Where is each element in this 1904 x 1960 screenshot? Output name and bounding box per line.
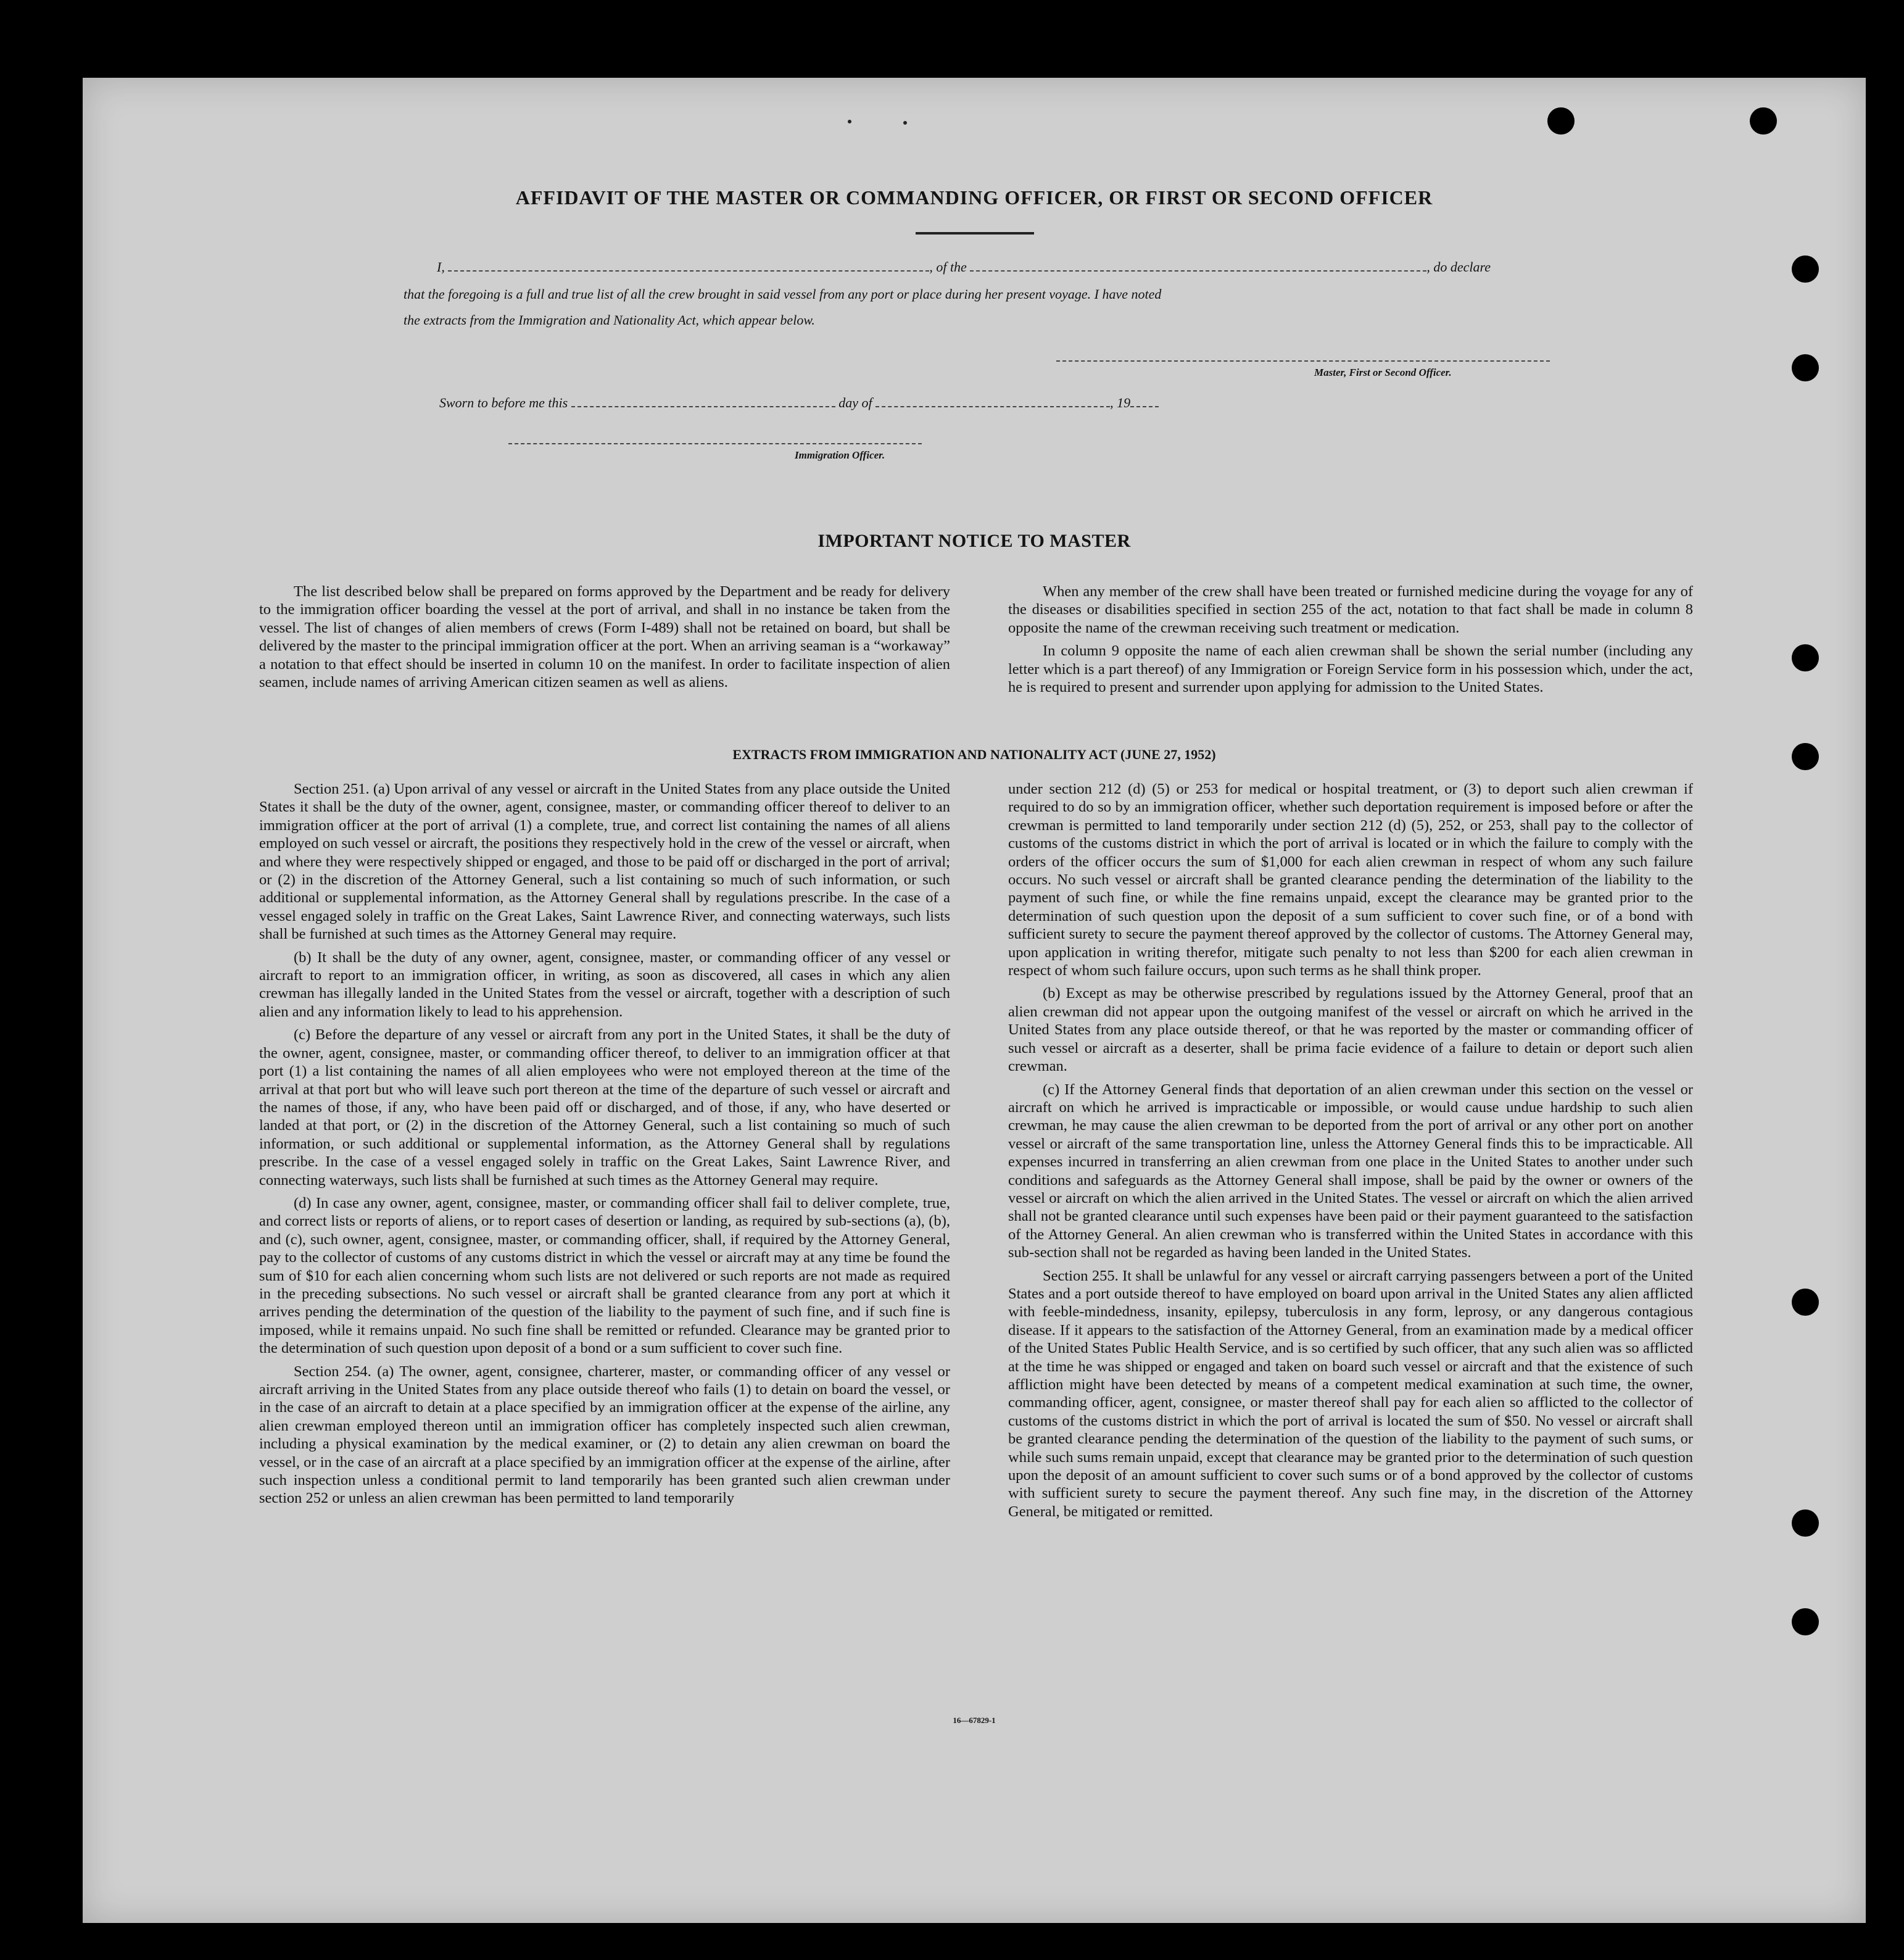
punch-hole-icon bbox=[1547, 107, 1575, 135]
extracts-left-column bbox=[259, 780, 950, 1513]
punch-hole-icon bbox=[1792, 1289, 1819, 1316]
notice-title: IMPORTANT NOTICE TO MASTER bbox=[817, 531, 1131, 551]
section-251a: Section 251. (a) Upon arrival of any vessel or aircraft in the United States from any place outside the United States it shall be the duty of the owner, agent, consignee, master, or commanding officer thereof to deliver to an immigration officer at the port of arrival (1) a complete, true, and correct list containing the names of all aliens employed on such vessel or aircraft, the positions they respectively hold in the crew of the vessel or aircraft, when and where they were respectively shipped or engaged, and those to be paid off or discharged in the port of arrival; or (2) in the discretion of the Attorney General, such a list containing so much of such information, or such additional or supplemental information, as the Attorney General shall by regulations prescribe. In the case of a vessel engaged solely in traffic on the Great Lakes, Saint Lawrence River, and connecting waterways, such lists shall be furnished at such times as the Attorney General may require. bbox=[259, 781, 950, 943]
speck bbox=[848, 120, 851, 123]
notice-right-paragraph-1: When any member of the crew shall have been treated or furnished medicine during the voyage for any of the diseases or disabilities specified in section 255 of the act, notation to that fact shall be made in column 8 opposite the name of the crewman receiving such treatment or medication. bbox=[1008, 583, 1693, 636]
section-251c: (c) Before the departure of any vessel or aircraft from any port in the United States, it shall be the duty of the owner, agent, consignee, master, or commanding officer thereof, to deliver to an immigration officer at that port (1) a list containing the names of all alien employees who were not employed thereon at the time of the arrival at that port but who will leave such port thereon at the time of the departure of such vessel or aircraft and the names of those, if any, who have been paid off or discharged, and of those, if any, who have deserted or landed at that port, or (2) in the discretion of the Attorney General, such a list containing so much of such information, or such additional or supplemental information, as the Attorney General shall by regulations prescribe. In the case of a vessel engaged solely in traffic on the Great Lakes, Saint Lawrence River, and connecting waterways, such lists shall be furnished at such times as the Attorney General may require. bbox=[259, 1026, 950, 1189]
section-254b: (b) Except as may be otherwise prescribed by regulations issued by the Attorney General, proof that an alien crewman did not appear upon the outgoing manifest of the vessel or aircraft on which he arrived in the United States from any place outside thereof, or that he was reported by the master or commanding officer of such vessel or aircraft as a deserter, shall be prima facie evidence of a failure to detain or deport such alien crewman. bbox=[1008, 985, 1693, 1075]
notice-left-column bbox=[259, 583, 950, 696]
notice-right-column bbox=[1008, 583, 1693, 701]
declaration-line-3: the extracts from the Immigration and Nationality Act, which appear below. bbox=[404, 312, 815, 328]
i-label: I, bbox=[437, 259, 445, 275]
sworn-line bbox=[439, 395, 1159, 411]
declaration-line-2: that the foregoing is a full and true list of all the crew brought in said vessel from any port or place during her present voyage. I have noted bbox=[404, 286, 1162, 302]
immigration-officer-signature-field[interactable] bbox=[508, 443, 922, 444]
day-of-label: day of bbox=[838, 395, 872, 410]
speck bbox=[903, 121, 907, 125]
section-255: Section 255. It shall be unlawful for any vessel or aircraft carrying passengers between a port of the United States and a port outside thereof to have employed on board upon arrival in the United States any alien afflicted with feeble-mindedness, insanity, epilepsy, tuberculosis in any form, leprosy, or any dangerous contagious disease. If it appears to the satisfaction of the Attorney General, from an examination made by a medical officer of the United States Public Health Service, and is so certified by such officer, that any such alien was so afflicted at the time he was shipped or engaged and taken on board such vessel or aircraft and that the existence of such affliction might have been detected by means of a competent medical examination at such time, the owner, commanding officer, agent, consignee, or master thereof shall pay for each alien so afflicted to the collector of customs of the customs district in which the port of arrival is located the sum of $50. No vessel or aircraft shall be granted clearance pending the determination of the question of the liability to the payment of such sums, or while such sums remain unpaid, except that clearance may be granted prior to the determination of such question upon the deposit of an amount sufficient to cover such sums or of a bond approved by the collector of customs with sufficient surety to secure the payment thereof. Any such fine may, in the discretion of the Attorney General, be mitigated or remitted. bbox=[1008, 1267, 1693, 1520]
title-divider bbox=[916, 232, 1034, 235]
name-field[interactable] bbox=[448, 259, 929, 272]
vessel-field[interactable] bbox=[970, 259, 1426, 272]
sworn-label: Sworn to before me this bbox=[439, 395, 568, 410]
section-254c: (c) If the Attorney General finds that deportation of an alien crewman under this section on the vessel or aircraft on which he arrived is impracticable or impossible, or would cause undue hardship to such alien crewman, he may cause the alien crewman to be deported from the port of arrival or any other port on another vessel or aircraft of the same transportation line, unless the Attorney General finds this to be impracticable. All expenses incurred in transferring an alien crewman from one place in the United States to another under such conditions and safeguards as the Attorney General shall impose, shall be paid by the owner or owners of the vessel or aircraft on which the alien arrived in the United States. The vessel or aircraft on which the alien arrived shall not be granted clearance until such expenses have been paid or their payment guaranteed to the satisfaction of the Attorney General. An alien crewman who is transferred within the United States in accordance with this sub-section shall not be regarded as having been landed in the United States. bbox=[1008, 1081, 1693, 1261]
section-254a-continued: under section 212 (d) (5) or 253 for medical or hospital treatment, or (3) to deport such alien crewman if required to do so by an immigration officer, whether such deportation requirement is imposed before or after the crewman is permitted to land temporarily under section 212 (d) (5), 252, or 253, shall pay to the collector of customs of the customs district in which the port of arrival is located or in which the failure to comply with the orders of the officer occurs the sum of $1,000 for each alien crewman in respect of whom any such failure occurs. No such vessel or aircraft shall be granted clearance pending the determination of the liability to the payment of such fine, or while the fine remains unpaid, except the clearance may be granted prior to the determination of such question upon the deposit of a sum sufficient to cover such fine, or of a bond with sufficient surety to secure the payment thereof approved by the collector of customs. The Attorney General may, upon application in writing therefor, mitigate such penalty to not less than $200 for each alien crewman in respect of whom such failure occurs, upon such terms as he shall think proper. bbox=[1008, 781, 1693, 979]
sworn-year-field[interactable] bbox=[1130, 395, 1159, 407]
notice-left-paragraph: The list described below shall be prepared on forms approved by the Department and be ready for delivery to the immigration officer boarding the vessel at the port of arrival, and shall in no instance be taken from the vessel. The list of changes of alien members of crews (Form I-489) shall not be retained on board, but shall be delivered by the master to the principal immigration officer at the port. When an arriving seaman is a “workaway” a notation to that effect should be inserted in column 10 on the manifest. In order to facilitate inspection of alien seamen, include names of arriving American citizen seamen as well as aliens. bbox=[259, 583, 950, 691]
punch-hole-icon bbox=[1792, 255, 1819, 283]
punch-hole-icon bbox=[1792, 644, 1819, 671]
master-signature-label: Master, First or Second Officer. bbox=[1314, 367, 1452, 378]
form-number: 16—67829-1 bbox=[953, 1716, 996, 1725]
section-251d: (d) In case any owner, agent, consignee, master, or commanding officer shall fail to deliver complete, true, and correct lists or reports of aliens, or to report cases of desertion or landing, as required by sub-sections (a), (b), and (c), such owner, agent, consignee, master, or commanding officer, shall, if required by the Attorney General, pay to the collector of customs of any customs district in which the vessel or aircraft may at any time be found the sum of $10 for each alien concerning whom such lists are not delivered or such reports are not made as required in the preceding subsections. No such vessel or aircraft shall be granted clearance from any port at which it arrives pending the determination of the question of the liability to the payment of such fine, and if such fine is imposed, while it remains unpaid. No such fine shall be remitted or refunded. Clearance may be granted prior to the determination of such question upon deposit of a bond or a sum sufficient to cover such fine. bbox=[259, 1194, 950, 1357]
year-label: , 19 bbox=[1110, 395, 1131, 410]
notice-right-paragraph-2: In column 9 opposite the name of each alien crewman shall be shown the serial number (including any letter which is a part thereof) of any Immigration or Foreign Service form in his possession which, under the act, he is required to present and surrender upon applying for admission to the United States. bbox=[1008, 642, 1693, 696]
affidavit-title: AFFIDAVIT OF THE MASTER OR COMMANDING OFFICER, OR FIRST OR SECOND OFFICER bbox=[515, 186, 1433, 209]
punch-hole-icon bbox=[1792, 1608, 1819, 1635]
immigration-officer-label: Immigration Officer. bbox=[795, 449, 885, 461]
punch-hole-icon bbox=[1792, 354, 1819, 381]
of-the-label: , of the bbox=[929, 259, 967, 275]
extracts-right-column bbox=[1008, 780, 1693, 1526]
master-signature-field[interactable] bbox=[1056, 360, 1550, 362]
extracts-title: EXTRACTS FROM IMMIGRATION AND NATIONALITY ACT (JUNE 27, 1952) bbox=[732, 747, 1216, 762]
punch-hole-icon bbox=[1792, 1509, 1819, 1537]
sworn-date-field[interactable] bbox=[571, 395, 835, 407]
punch-hole-icon bbox=[1750, 107, 1777, 135]
document-page bbox=[83, 78, 1866, 1923]
section-254a: Section 254. (a) The owner, agent, consignee, charterer, master, or commanding officer of any vessel or aircraft arriving in the United States from any place outside thereof who fails (1) to detain on board the vessel, or in the case of an aircraft to detain at a place specified by an immigration officer at the expense of the airline, any alien crewman employed thereon until an immigration officer has completely inspected such alien crewman, including a physical examination by the medical examiner, or (2) to detain any alien crewman on board the vessel, or in the case of an aircraft at a place specified by an immigration officer at the expense of the airline, after such inspection unless a conditional permit to land temporarily has been granted such alien crewman under section 252 or unless an alien crewman has been permitted to land temporarily bbox=[259, 1363, 950, 1507]
declaration-line-1 bbox=[437, 259, 1491, 275]
sworn-month-field[interactable] bbox=[875, 395, 1110, 407]
section-251b: (b) It shall be the duty of any owner, agent, consignee, master, or commanding officer of any vessel or aircraft to report to an immigration officer, in writing, as soon as discovered, all cases in which any alien crewman has illegally landed in the United States from the vessel or aircraft, together with a description of such alien and any information likely to lead to his apprehension. bbox=[259, 949, 950, 1020]
do-declare-label: , do declare bbox=[1426, 259, 1491, 275]
